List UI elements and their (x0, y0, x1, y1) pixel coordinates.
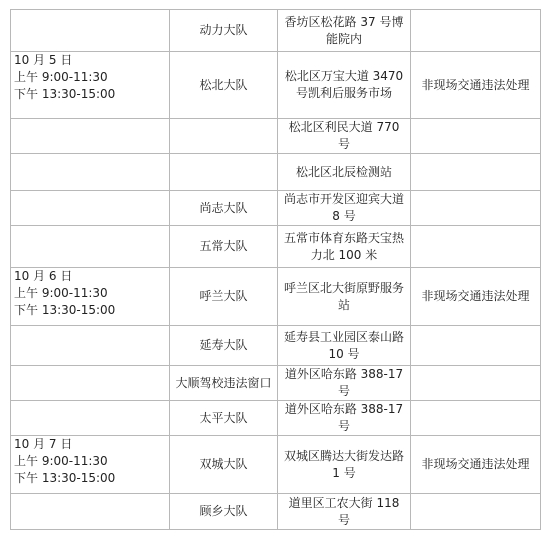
unit-cell: 太平大队 (170, 401, 278, 436)
type-cell (411, 191, 541, 226)
table-row (11, 436, 541, 494)
unit-cell: 双城大队 (170, 436, 278, 494)
date-cell (11, 494, 170, 530)
table-row (11, 10, 541, 52)
date-cell (11, 326, 170, 366)
unit-cell: 延寿大队 (170, 326, 278, 366)
morning-hours: 上午 9:00-11:30 (14, 70, 108, 84)
address-cell: 呼兰区北大街原野服务站 (278, 268, 411, 326)
date-cell (11, 226, 170, 268)
table-row (11, 401, 541, 436)
unit-cell: 尚志大队 (170, 191, 278, 226)
address-cell: 松北区利民大道 770 号 (278, 119, 411, 154)
address-cell: 道外区哈东路 388-17 号 (278, 401, 411, 436)
date-cell (11, 268, 170, 326)
type-cell: 非现场交通违法处理 (411, 268, 541, 326)
table-row (11, 226, 541, 268)
unit-cell: 松北大队 (170, 52, 278, 119)
type-cell (411, 326, 541, 366)
date-label: 10 月 7 日 (14, 437, 73, 451)
date-cell (11, 154, 170, 191)
type-cell (411, 10, 541, 52)
date-cell (11, 191, 170, 226)
type-cell (411, 154, 541, 191)
address-cell: 五常市体育东路天宝热力北 100 米 (278, 226, 411, 268)
afternoon-hours: 下午 13:30-15:00 (14, 303, 116, 317)
date-cell (11, 10, 170, 52)
unit-cell (170, 119, 278, 154)
type-cell (411, 401, 541, 436)
table-row (11, 191, 541, 226)
date-cell (11, 52, 170, 119)
table-row (11, 154, 541, 191)
unit-cell: 五常大队 (170, 226, 278, 268)
type-cell (411, 226, 541, 268)
unit-cell: 呼兰大队 (170, 268, 278, 326)
unit-cell: 顾乡大队 (170, 494, 278, 530)
date-cell (11, 401, 170, 436)
table-row (11, 494, 541, 530)
schedule-table (10, 9, 541, 530)
type-cell: 非现场交通违法处理 (411, 52, 541, 119)
type-cell (411, 366, 541, 401)
table-row (11, 52, 541, 119)
unit-cell: 大顺驾校违法窗口 (170, 366, 278, 401)
table-row (11, 366, 541, 401)
address-cell: 延寿县工业园区泰山路 10 号 (278, 326, 411, 366)
morning-hours: 上午 9:00-11:30 (14, 454, 108, 468)
unit-cell: 动力大队 (170, 10, 278, 52)
table-row (11, 119, 541, 154)
address-cell: 尚志市开发区迎宾大道 8 号 (278, 191, 411, 226)
address-cell: 双城区腾达大街发达路 1 号 (278, 436, 411, 494)
type-cell (411, 494, 541, 530)
afternoon-hours: 下午 13:30-15:00 (14, 87, 116, 101)
morning-hours: 上午 9:00-11:30 (14, 286, 108, 300)
type-cell: 非现场交通违法处理 (411, 436, 541, 494)
date-cell (11, 119, 170, 154)
address-cell: 道外区哈东路 388-17 号 (278, 366, 411, 401)
date-cell (11, 436, 170, 494)
address-cell: 松北区万宝大道 3470 号凯利后服务市场 (278, 52, 411, 119)
date-label: 10 月 6 日 (14, 269, 73, 283)
unit-cell (170, 154, 278, 191)
address-cell: 香坊区松花路 37 号博能院内 (278, 10, 411, 52)
address-cell: 松北区北辰检测站 (278, 154, 411, 191)
afternoon-hours: 下午 13:30-15:00 (14, 471, 116, 485)
type-cell (411, 119, 541, 154)
date-label: 10 月 5 日 (14, 53, 73, 67)
table-row (11, 326, 541, 366)
date-cell (11, 366, 170, 401)
table-row (11, 268, 541, 326)
address-cell: 道里区工农大街 118 号 (278, 494, 411, 530)
